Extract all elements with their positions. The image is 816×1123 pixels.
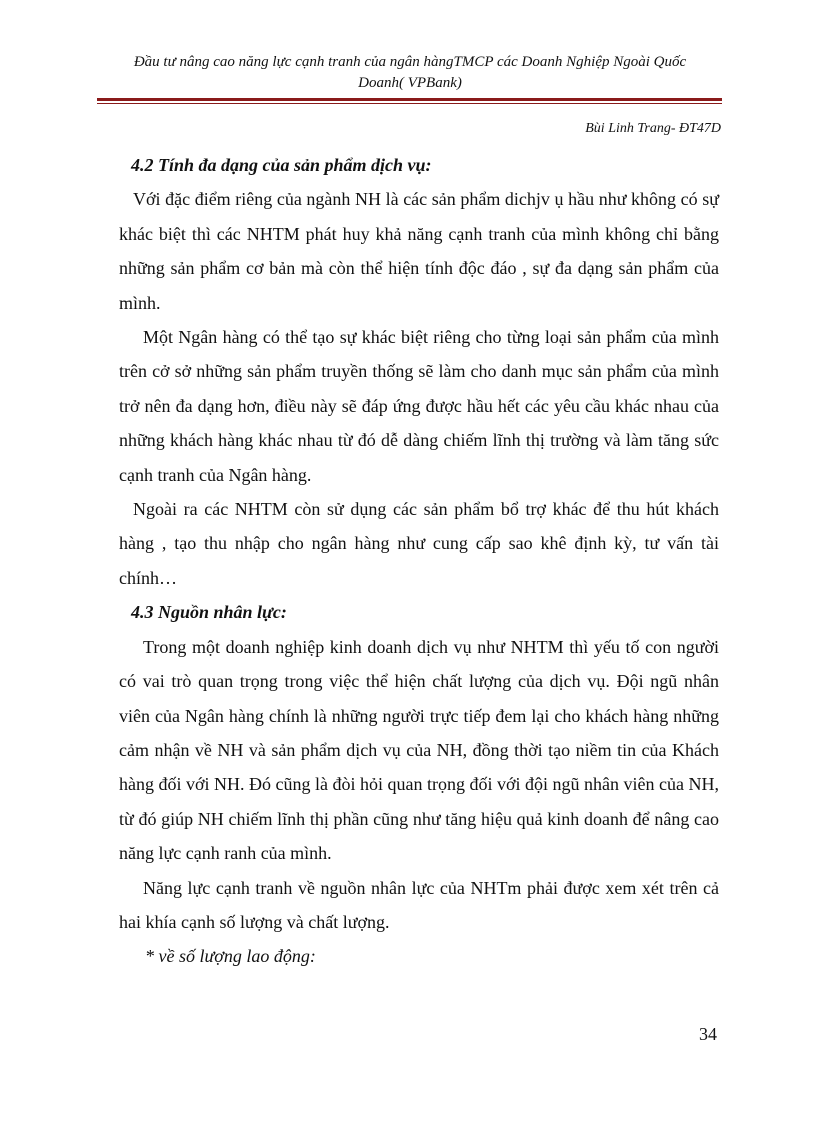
header-title-line1: Đầu tư nâng cao năng lực cạnh tranh của ngân hàngTMCP các Doanh Nghiệp Ngoài Quốc <box>133 54 687 70</box>
running-header <box>100 52 720 94</box>
author-line: Bùi Linh Trang- ĐT47D <box>585 121 721 136</box>
header-rule-thin <box>97 103 722 104</box>
subsection-label: * về số lượng lao động: <box>145 946 316 967</box>
body-text <box>119 148 719 974</box>
paragraph: Năng lực cạnh tranh về nguồn nhân lực của NHTm phải được xem xét trên cả hai khía cạnh số lượng và chất lượng. <box>119 877 719 932</box>
header-rule-thick <box>97 98 722 101</box>
section-heading-4-3: 4.3 Nguồn nhân lực: <box>131 602 287 623</box>
paragraph: Với đặc điểm riêng của ngành NH là các sản phẩm dichjv ụ hầu như không có sự khác biệt thì các NHTM phát huy khả năng cạnh tranh của mình không chỉ bằng những sản phẩm cơ bản mà còn thể hiện tính độc đáo , sự đa dạng sản phẩm của mình. <box>119 189 719 313</box>
header-title-line2: Doanh( VPBank) <box>358 75 462 91</box>
paragraph: Trong một doanh nghiệp kinh doanh dịch vụ như NHTM thì yếu tố con người có vai trò quan trọng trong việc thể hiện chất lượng của dịch vụ. Đội ngũ nhân viên của Ngân hàng chính là những người trực tiếp đem lại cho khách hàng những cảm nhận về NH và sản phẩm dịch vụ của NH, đồng thời tạo niềm tin của Khách hàng đối với NH. Đó cũng là đòi hỏi quan trọng đối với đội ngũ nhân viên của NH, từ đó giúp NH chiếm lĩnh thị phần cũng như tăng hiệu quả kinh doanh để nâng cao năng lực cạnh ranh của mình. <box>119 636 719 864</box>
page-number: 34 <box>699 1024 717 1044</box>
section-heading-4-2: 4.2 Tính đa dạng của sản phẩm dịch vụ: <box>131 155 432 175</box>
paragraph: Một Ngân hàng có thể tạo sự khác biệt riêng cho từng loại sản phẩm của mình trên cở sở những sản phẩm truyền thống sẽ làm cho danh mục sản phẩm của mình trở nên đa dạng hơn, điều này sẽ đáp ứng được hầu hết các yêu cầu khác nhau của những khách hàng khác nhau từ đó dễ dàng chiếm lĩnh thị trường và làm tăng sức cạnh tranh của Ngân hàng. <box>119 327 719 485</box>
paragraph: Ngoài ra các NHTM còn sử dụng các sản phẩm bổ trợ khác để thu hút khách hàng , tạo thu nhập cho ngân hàng như cung cấp sao khê định kỳ, tư vấn tài chính… <box>119 499 719 588</box>
